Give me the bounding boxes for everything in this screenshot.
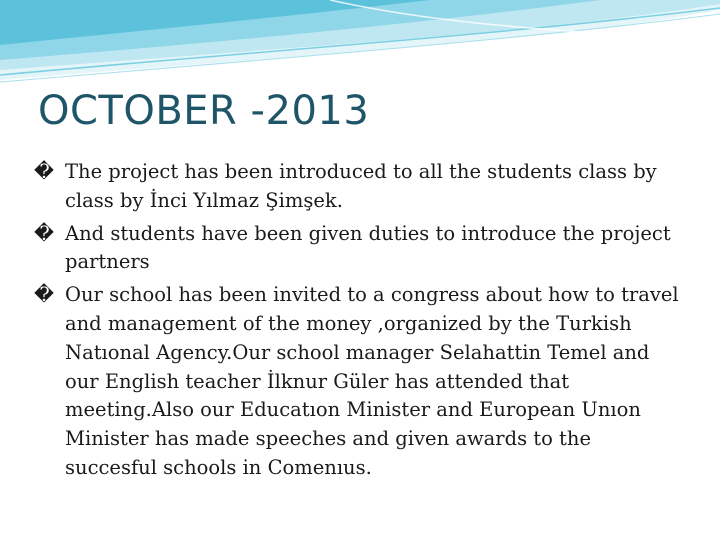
bullet-text: And students have been given duties to introduce the project partners <box>65 221 671 274</box>
bullet-marker-icon: � <box>34 221 54 245</box>
bullet-marker-icon: � <box>34 283 54 307</box>
bullet-list <box>30 158 682 487</box>
bullet-item <box>30 158 682 216</box>
bullet-item <box>30 220 682 278</box>
bullet-text: The project has been introduced to all the students class by class by İnci Yılmaz Şimşek. <box>65 160 657 212</box>
bullet-text: Our school has been invited to a congress about how to travel and management of the money ,organized by the Turkish Natıonal Agency.Our school manager Selahattin Temel and our English teacher İlknur Güler has attended that meeting.Also our Educatıon Minister and European Unıon Minister has made speeches and given awards to the succesful schools in Comenıus. <box>65 283 679 479</box>
bullet-marker-icon: � <box>34 160 54 183</box>
slide-title: OCTOBER -2013 <box>38 88 370 134</box>
header-wave-decoration <box>0 0 720 90</box>
bullet-item <box>30 281 682 483</box>
